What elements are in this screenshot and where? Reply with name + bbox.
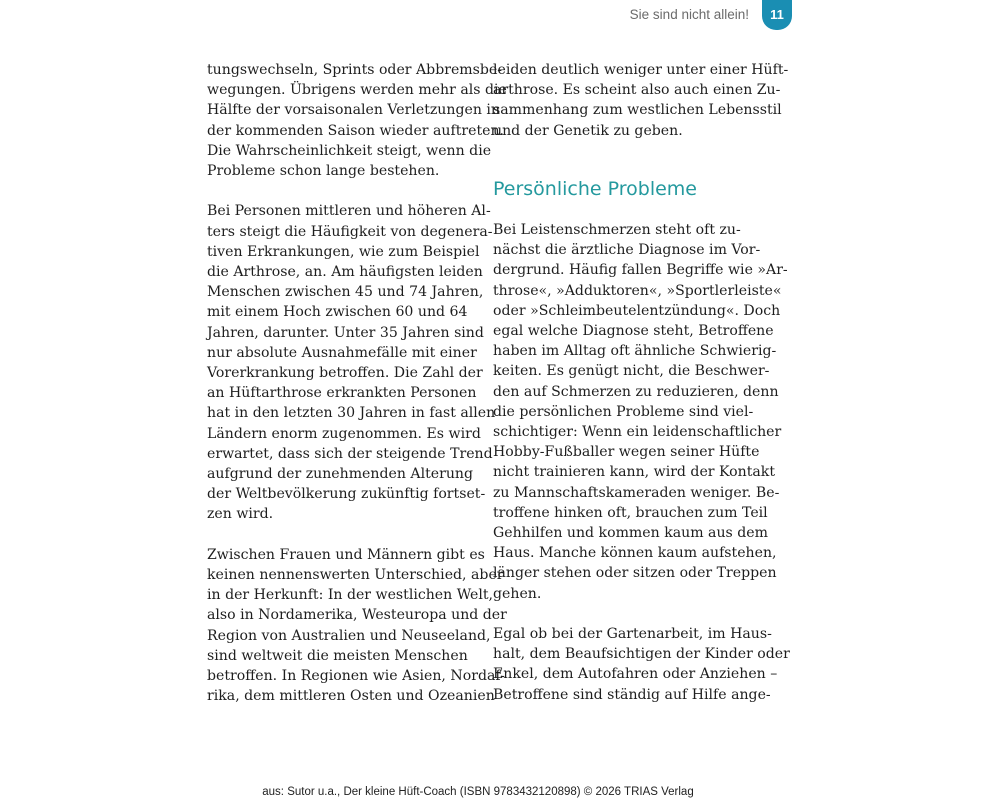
text-line: Ländern enorm zugenommen. Es wird [207,425,481,442]
text-line: Enkel, dem Autofahren oder Anziehen – [493,666,778,683]
text-line: Vorerkrankung betroffen. Die Zahl der [207,365,483,382]
text-line: Egal ob bei der Gartenarbeit, im Haus- [493,626,772,643]
text-line: Haus. Manche können kaum aufstehen, [493,545,777,562]
text-line: sind weltweit die meisten Menschen [207,647,468,664]
text-line: die persönlichen Probleme sind viel- [493,403,754,420]
text-line: nächst die ärztliche Diagnose im Vor- [493,242,761,259]
text-line: halt, dem Beaufsichtigen der Kinder oder [493,646,790,663]
page-number-badge: 11 [762,0,792,30]
text-line: hat in den letzten 30 Jahren in fast allen [207,405,496,422]
text-line: zen wird. [207,506,274,523]
text-line: also in Nordamerika, Westeuropa und der [207,607,507,624]
text-line: keiten. Es genügt nicht, die Beschwer- [493,363,770,380]
text-line: erwartet, dass sich der steigende Trend [207,445,493,462]
text-line: egal welche Diagnose steht, Betroffene [493,323,774,340]
running-header-title: Sie sind nicht allein! [629,7,749,22]
text-line: tiven Erkrankungen, wie zum Beispiel [207,243,480,260]
text-line: oder »Schleimbeutelentzündung«. Doch [493,302,781,319]
text-line: die Arthrose, an. Am häufigsten leiden [207,264,483,281]
paragraph [493,60,788,141]
left-column [207,60,507,706]
paragraph [493,220,790,604]
paragraph [493,624,790,705]
text-line: Hobby-Fußballer wegen seiner Hüfte [493,444,760,461]
text-line: gehen. [493,585,542,602]
text-line: nicht trainieren kann, wird der Kontakt [493,464,775,481]
right-column-intro [493,60,788,141]
text-line: Menschen zwischen 45 und 74 Jahren, [207,284,484,301]
text-line: mit einem Hoch zwischen 60 und 64 [207,304,468,321]
source-footer: aus: Sutor u.a., Der kleine Hüft-Coach (ISBN 9783432120898) © 2026 TRIAS Verlag [262,786,694,798]
section-heading: Persönliche Probleme [493,178,697,200]
text-line: Probleme schon lange bestehen. [207,163,440,180]
text-line: Gehhilfen und kommen kaum aus dem [493,525,768,542]
text-line: in der Herkunft: In der westlichen Welt, [207,587,494,604]
text-line: tungswechseln, Sprints oder Abbremsbe- [207,62,503,78]
text-line: arthrose. Es scheint also auch einen Zu- [493,82,781,99]
text-line: Bei Leistenschmerzen steht oft zu- [493,222,741,238]
paragraph [207,201,507,524]
text-line: troffene hinken oft, brauchen zum Teil [493,504,768,521]
text-line: der kommenden Saison wieder auftreten. [207,122,505,139]
text-line: der Weltbevölkerung zukünftig fortset- [207,486,486,503]
text-line: haben im Alltag oft ähnliche Schwierig- [493,343,777,360]
text-line: keinen nennenswerten Unterschied, aber [207,567,504,584]
text-line: Betroffene sind ständig auf Hilfe ange- [493,686,771,703]
text-line: den auf Schmerzen zu reduzieren, denn [493,383,779,400]
text-line: Region von Australien und Neuseeland, [207,627,491,644]
text-line: Zwischen Frauen und Männern gibt es [207,546,485,563]
right-column-body [493,220,790,705]
text-line: rika, dem mittleren Osten und Ozeanien [207,688,495,705]
text-line: throse«, »Adduktoren«, »Sportlerleiste« [493,282,782,299]
text-line: Die Wahrscheinlichkeit steigt, wenn die [207,142,492,159]
text-line: aufgrund der zunehmenden Alterung [207,466,473,483]
text-line: länger stehen oder sitzen oder Treppen [493,565,777,582]
text-line: leiden deutlich weniger unter einer Hüft- [493,62,789,78]
text-line: betroffen. In Regionen wie Asien, Nordaf- [207,668,505,685]
paragraph [207,60,507,181]
text-line: Jahren, darunter. Unter 35 Jahren sind [207,324,484,341]
text-line: dergrund. Häufig fallen Begriffe wie »Ar- [493,262,788,279]
text-line: nur absolute Ausnahmefälle mit einer [207,344,477,361]
text-line: sammenhang zum westlichen Lebensstil [493,102,782,119]
text-line: Bei Personen mittleren und höheren Al- [207,203,491,220]
text-line: ters steigt die Häufigkeit von degenera- [207,223,493,240]
text-line: an Hüftarthrose erkrankten Personen [207,385,477,402]
text-line: Hälfte der vorsaisonalen Verletzungen in [207,102,500,119]
text-line: zu Mannschaftskameraden weniger. Be- [493,484,780,501]
paragraph [207,545,507,707]
text-line: wegungen. Übrigens werden mehr als die [207,82,507,99]
text-line: und der Genetik zu geben. [493,122,683,139]
text-line: schichtiger: Wenn ein leidenschaftlicher [493,424,782,441]
